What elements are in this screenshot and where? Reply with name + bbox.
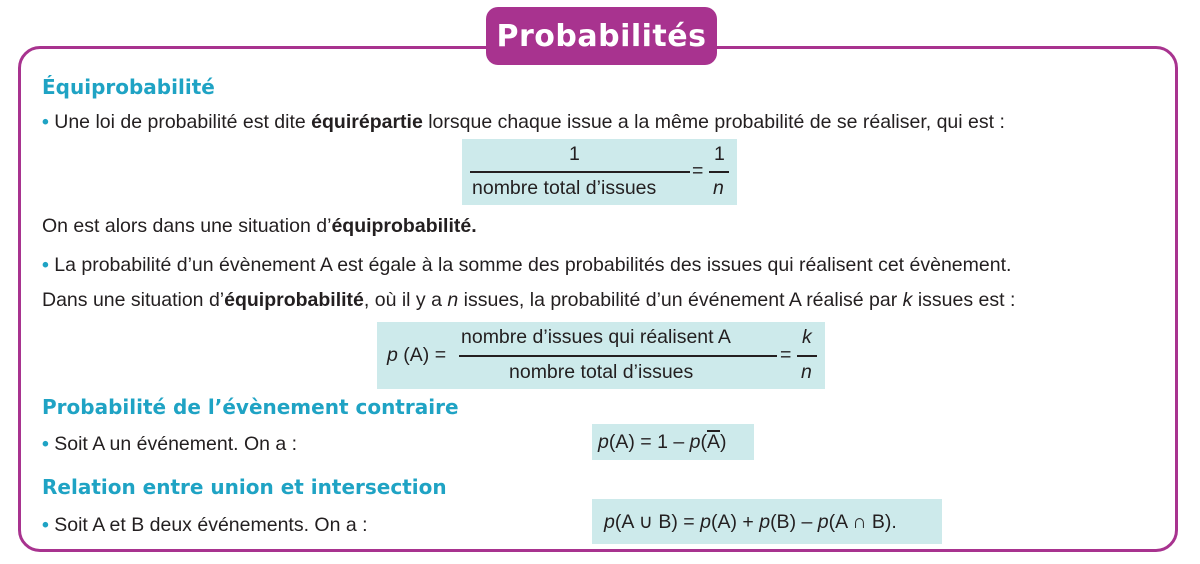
equi-line-4 — [42, 288, 1015, 312]
fraction-numerator: nombre d’issues qui réalisent A — [461, 326, 731, 348]
equi-line-2 — [42, 214, 477, 238]
fraction-numerator-right: 1 — [714, 143, 725, 165]
equals-sign: = — [692, 160, 704, 182]
text-span: (A) + — [710, 511, 760, 533]
union-line — [42, 513, 368, 537]
formula-contraire — [592, 424, 754, 460]
text-span: (A ∪ B) = — [614, 511, 701, 533]
variable-k: k — [902, 289, 913, 311]
formula-contraire-text — [598, 431, 726, 454]
text-span: ) — [719, 431, 727, 453]
bullet-marker: • — [42, 111, 49, 133]
bold-term: équiprobabilité — [224, 289, 364, 311]
p-symbol: p — [598, 431, 609, 453]
fraction-denominator: nombre total d’issues — [509, 361, 694, 383]
fraction-numerator: 1 — [569, 143, 580, 165]
heading-evenement-contraire: Probabilité de l’évènement contraire — [42, 395, 459, 419]
a-letter: A — [706, 431, 720, 453]
p-symbol: p — [700, 511, 711, 533]
bullet-marker: • — [42, 433, 49, 455]
equi-line-3 — [42, 253, 1011, 277]
formula-union-text — [604, 510, 897, 534]
fraction-bar — [470, 171, 690, 173]
text-span: issues, la probabilité d’un événement A réalisé par — [458, 289, 903, 311]
heading-equiprobabilite: Équiprobabilité — [42, 75, 215, 99]
fraction-denominator-right: n — [713, 177, 724, 199]
text-span: lorsque chaque issue a la même probabilité de se réaliser, qui est : — [422, 111, 1005, 133]
p-symbol: p — [689, 431, 701, 453]
p-symbol: p — [387, 344, 398, 366]
formula-equiprobability — [462, 139, 737, 205]
bold-term: équirépartie — [311, 111, 423, 133]
formula-union — [592, 499, 942, 544]
fraction-bar — [459, 355, 777, 357]
p-symbol: p — [759, 511, 771, 533]
text-span: Soit A un événement. On a : — [54, 433, 298, 455]
fraction-bar-right — [709, 171, 729, 173]
a-complement — [707, 431, 720, 453]
text-span: Dans une situation d’ — [42, 289, 225, 311]
complement-bar — [707, 430, 720, 432]
variable-n: n — [447, 289, 459, 311]
text-span: (A ∩ B). — [828, 511, 897, 533]
text-span: (A) = — [397, 344, 447, 366]
page-title: Probabilités — [486, 7, 717, 65]
text-span: On est alors dans une situation d’ — [42, 215, 332, 237]
text-span: (A) = 1 – — [608, 431, 690, 453]
fraction-denominator-right: n — [801, 361, 812, 383]
contraire-line — [42, 432, 297, 456]
equals-sign: = — [780, 344, 792, 366]
text-span: issues est : — [912, 289, 1016, 311]
p-symbol: p — [604, 511, 615, 533]
text-span: Soit A et B deux événements. On a : — [54, 514, 368, 536]
fraction-numerator-right: k — [802, 326, 812, 348]
text-span: La probabilité d’un évènement A est égale à la somme des probabilités des issues qui réalisent cet évènement. — [54, 254, 1012, 276]
text-span: Une loi de probabilité est dite — [54, 111, 312, 133]
fraction-denominator: nombre total d’issues — [472, 177, 657, 199]
formula-probability-event — [377, 322, 825, 389]
bullet-marker: • — [42, 254, 49, 276]
text-span: (B) – — [770, 511, 818, 533]
bold-term: équiprobabilité. — [331, 215, 477, 237]
formula-lhs — [387, 344, 446, 367]
equi-line-1 — [42, 110, 1005, 134]
bullet-marker: • — [42, 514, 49, 536]
text-span: , où il y a — [363, 289, 448, 311]
fraction-bar-right — [797, 355, 817, 357]
heading-union-intersection: Relation entre union et intersection — [42, 475, 447, 499]
text-span: ( — [700, 431, 707, 453]
p-symbol: p — [817, 511, 829, 533]
